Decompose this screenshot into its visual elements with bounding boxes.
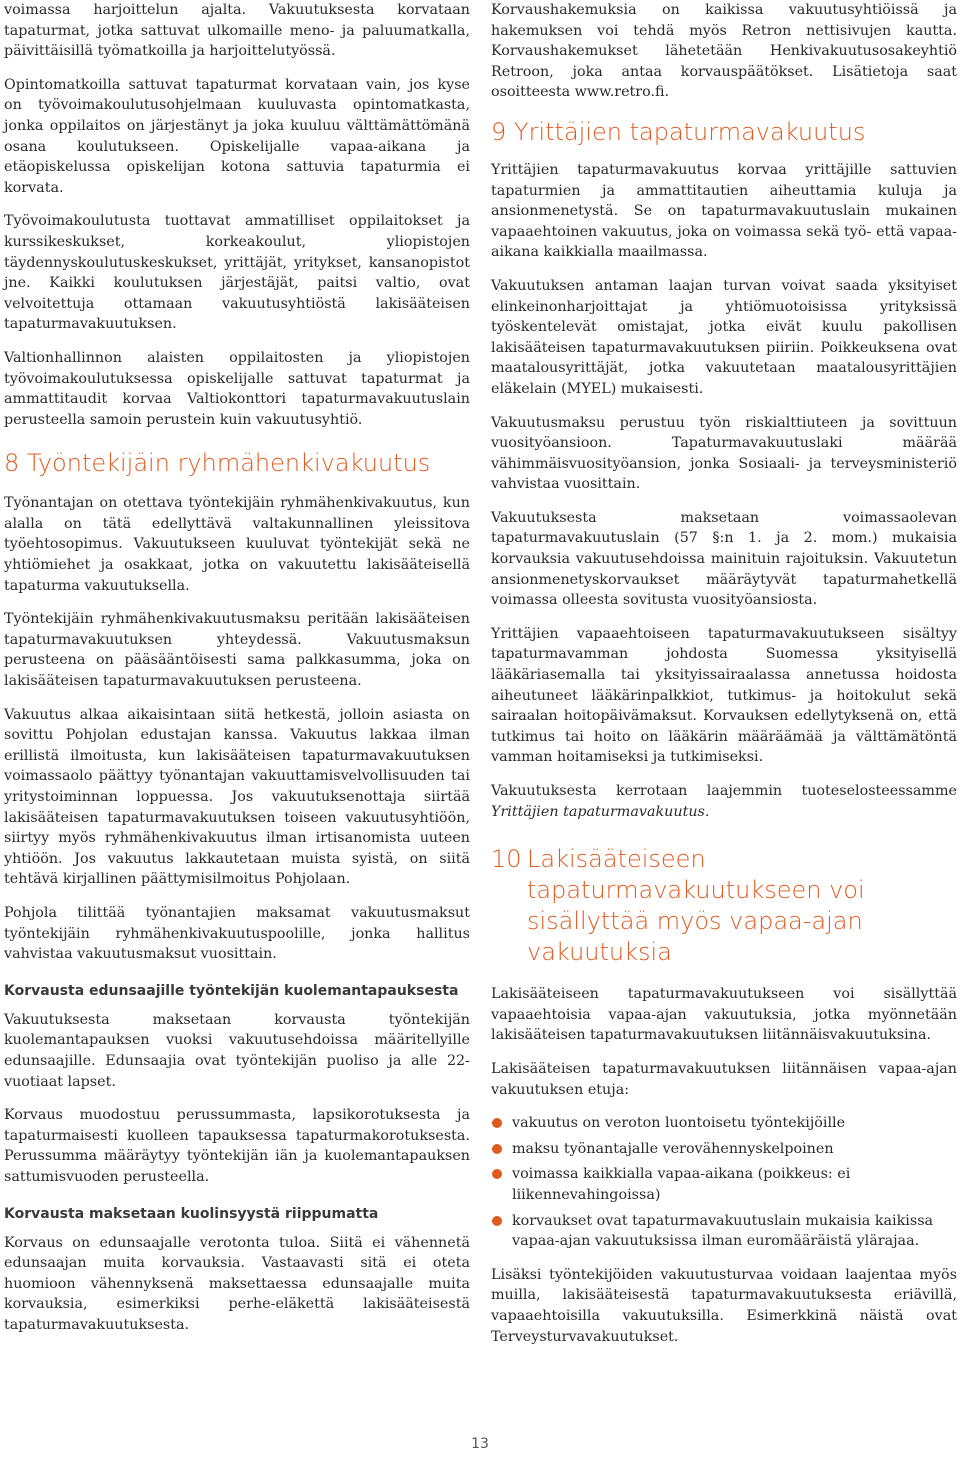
left-column xyxy=(4,0,470,1348)
section-number: 8 xyxy=(4,449,20,478)
paragraph: Lakisääteisen tapaturmavakuutuksen liitännäisen vapaa-ajan vakuutuksen etuja: xyxy=(491,1060,957,1098)
paragraph: Vakuutuksen antaman laajan turvan voivat saada yksityiset elinkeinonharjoittajat ja yhtiömuotoisissa yrityksissä työskentelevät omistajat, jotka eivät kuulu pakollisen lakisääteisen tapaturmavakuutuksen piiriin. Poikkeuksena ovat maatalousyrittäjät, jotka vakuutetaan maatalousyrittäjien eläkelain (MYEL) mukaisesti. xyxy=(491,277,957,397)
bullet-icon xyxy=(492,1169,502,1179)
bullet-icon xyxy=(492,1216,502,1226)
section-number: 10 xyxy=(491,845,522,874)
page-number: 13 xyxy=(471,1436,489,1452)
paragraph: Työnantajan on otettava työntekijäin ryhmähenkivakuutus, kun alalla on tätä edellyttävä valtakunnallinen yleissitova työehtosopimus. Vakuutukseen kuuluvat työntekijät sekä ne yhtiömiehet ja osakkaat, jotka on vakuutettu lakisääteisellä tapaturma vakuutuksella. xyxy=(4,495,470,594)
subheading: Korvausta maksetaan kuolinsyystä riippumatta xyxy=(4,1205,379,1222)
paragraph: Yrittäjien tapaturmavakuutus korvaa yrittäjille sattuvien tapaturmien ja ammattitautien aiheuttamia kuluja ja ansionmenetystä. Se on tapaturmavakuutuslain mukainen vapaaehtoinen vakuutus, joka on voimassa sekä työ- että vapaa-aikana kaikkialla maailmassa. xyxy=(491,161,957,261)
paragraph: Vakuutusmaksu perustuu työn riskialttiuteen ja sovittuun vuosityöansioon. Tapaturmavakuutuslaki määrää vähimmäisvuosityöansion, jonka Sosiaali- ja terveysministeriö vahvistaa vuosittain. xyxy=(491,414,957,493)
section-title: Yrittäjien tapaturmavakuutus xyxy=(513,117,866,146)
paragraph: Korvaus on edunsaajalle verotonta tuloa. Siitä ei vähennetä edunsaajan muita korvauksia. Vastaavasti sitä ei oteta huomioon vähennyksenä maksettaessa edunsaajalle muita korvauksia, esimerkiksi perhe-eläkettä lakisääteisestä tapaturmavakuutuksesta. xyxy=(4,1234,470,1333)
list-item-text: maksu työnantajalle verovähennyskelpoinen xyxy=(512,1140,834,1157)
right-column xyxy=(491,0,957,1360)
list-item xyxy=(491,1164,957,1205)
section-title: Lakisääteiseen tapaturmavakuutukseen voi sisällyttää myös vapaa-ajan vakuutuksia xyxy=(527,845,865,967)
bullet-icon xyxy=(492,1144,502,1154)
benefits-list xyxy=(491,1113,957,1252)
paragraph: Vakuutuksesta maksetaan korvausta työntekijän kuolemantapauksen vuoksi vakuutusehdoissa määritellyille edunsaajille. Edunsaajia ovat työntekijän puoliso ja alle 22-vuotiaat lapset. xyxy=(4,1011,470,1090)
paragraph: Opintomatkoilla sattuvat tapaturmat korvataan vain, jos kyse on työvoimakoulutusohjelmaan kuuluvasta opintomatkasta, jonka oppilaitos on järjestänyt ja joka kuuluu välttämättömänä osana koulutukseen. Opiskelijalle vapaa-aikana ja etäopiskelussa opiskelijan kotona sattuvia tapaturmia ei korvata. xyxy=(4,76,470,196)
section-heading-8 xyxy=(4,448,470,479)
paragraph-text: Vakuutuksesta kerrotaan laajemmin tuoteselosteessamme xyxy=(491,783,957,799)
paragraph: Lakisääteiseen tapaturmavakuutukseen voi sisällyttää vapaaehtoisia vapaa-ajan vakuutuksia, jotka myönnetään lakisääteisen tapaturmavakuutuksen liitännäisvakuutuksina. xyxy=(491,986,957,1044)
paragraph: Valtionhallinnon alaisten oppilaitosten ja yliopistojen työvoimakoulutuksessa opiskelijalle sattuvat tapaturmat ja ammattitaudit korvaa Valtiokonttori tapaturmavakuutuslain perusteella samoin perustein kuin vakuutusyhtiö. xyxy=(4,349,470,428)
paragraph: Lisäksi työntekijöiden vakuutusturvaa voidaan laajentaa myös muilla, lakisääteisestä tapaturmavakuutuksesta eriävillä, vapaaehtoisilla vakuutuksilla. Esimerkkinä näistä ovat Terveysturvavakuutukset. xyxy=(491,1266,957,1345)
paragraph: Korvaus muodostuu perussummasta, lapsikorotuksesta ja tapaturmaisesti kuolleen tapauksessa tapaturmakorotuksesta. Perussumma määräytyy työntekijän iän ja kuolemantapauksen sattumisvuoden perusteella. xyxy=(4,1107,470,1185)
bullet-icon xyxy=(492,1118,502,1128)
list-item xyxy=(491,1211,957,1252)
section-number: 9 xyxy=(491,117,507,146)
paragraph: Työntekijäin ryhmähenkivakuutusmaksu peritään lakisääteisen tapaturmavakuutuksen yhteydessä. Vakuutusmaksun perusteena on pääsääntöisesti sama palkkasumma, joka on lakisääteisen tapaturmavakuutuksen perusteena. xyxy=(4,611,470,690)
paragraph: Työvoimakoulutusta tuottavat ammatilliset oppilaitokset ja kurssikeskukset, korkeakoulut, yliopistojen täydennyskoulutuskeskukset, yrittäjät, yritykset, kansanopistot jne. Kaikki koulutuksen järjestäjät, paitsi valtio, ovat velvoitettuja ottamaan vakuutusyhtiöstä lakisääteisen tapaturmavakuutuksen. xyxy=(4,213,470,333)
section-heading-9 xyxy=(491,117,957,148)
paragraph: Pohjola tilittää työnantajien maksamat vakuutusmaksut työntekijäin ryhmähenkivakuutuspoolille, jonka hallitus vahvistaa vakuutusmaksut vuosittain. xyxy=(4,904,470,963)
paragraph xyxy=(491,781,957,822)
list-item-text: voimassa kaikkialla vapaa-aikana (poikkeus: ei liikennevahingoissa) xyxy=(512,1166,851,1203)
list-item-text: korvaukset ovat tapaturmavakuutuslain mukaisia kaikissa vapaa-ajan vakuutuksissa ilman euromääräistä ylärajaa. xyxy=(512,1212,934,1250)
section-title: Työntekijäin ryhmähenkivakuutus xyxy=(26,449,431,478)
list-item-text: vakuutus on veroton luontoisetu työntekijöille xyxy=(512,1115,846,1132)
subheading: Korvausta edunsaajille työntekijän kuolemantapauksesta xyxy=(4,982,459,999)
paragraph: Vakuutus alkaa aikaisintaan siitä hetkestä, jolloin asiasta on sovittu Pohjolan edustajan kanssa. Vakuutus lakkaa ilman erillistä ilmoitusta, kun lakisääteisen tapaturmavakuutuksen voimassaolo päättyy työnantajan vakuuttamisvelvollisuuden tai yritystoiminnan loppuessa. Jos vakuutuksenottaja siirtää lakisääteisen tapaturmavakuutuksen toiseen vakuutusyhtiöön, siirtyy myös ryhmähenkivakuutus ilman irtisanomista uuteen yhtiöön. Jos vakuutus lakkautetaan muista syistä, on siitä tehtävä kirjallinen päättymisilmoitus Pohjolaan. xyxy=(4,706,470,888)
paragraph: Yrittäjien vapaaehtoiseen tapaturmavakuutukseen sisältyy tapaturmavamman johdosta Suomessa yksityisellä lääkäriasemalla tai yksityissairaalassa annetussa hoidosta aiheutuneet lääkärinpalkkiot, tutkimus- ja hoitokulut sekä sairaalan hoitopäivämaksut. Korvauksen edellytyksenä on, että tutkimus tai hoito on lääkärin määräämää ja välttämätöntä vamman hoitamiseksi ja tutkimiseksi. xyxy=(491,625,957,766)
paragraph: Korvaushakemuksia on kaikissa vakuutusyhtiöissä ja hakemuksen voi tehdä myös Retron nettisivujen kautta. Korvaushakemukset lähetetään Henkivakuutusosakeyhtiö Retroon, joka antaa korvauspäätökset. Lisätietoja saat osoitteesta www.retro.fi. xyxy=(491,2,957,101)
list-item xyxy=(491,1113,957,1134)
paragraph: voimassa harjoittelun ajalta. Vakuutuksesta korvataan tapaturmat, jotka sattuvat ulkomaille meno- ja paluumatkalla, päivittäisillä työmatkoilla ja harjoittelutyössä. xyxy=(4,2,470,60)
paragraph: Vakuutuksesta maksetaan voimassaolevan tapaturmavakuutuslain (57 §:n 1. ja 2. mom.) mukaisia korvauksia vakuutusehdoissa mainituin rajoituksin. Vakuutetun ansionmenetyskorvaukset määräytyvät tapaturmahetkellä voimassa olleesta sovitusta vuosityöansiosta. xyxy=(491,509,957,609)
section-heading-10 xyxy=(491,844,957,968)
list-item xyxy=(491,1139,957,1160)
product-name: Yrittäjien tapaturmavakuutus. xyxy=(491,803,710,820)
